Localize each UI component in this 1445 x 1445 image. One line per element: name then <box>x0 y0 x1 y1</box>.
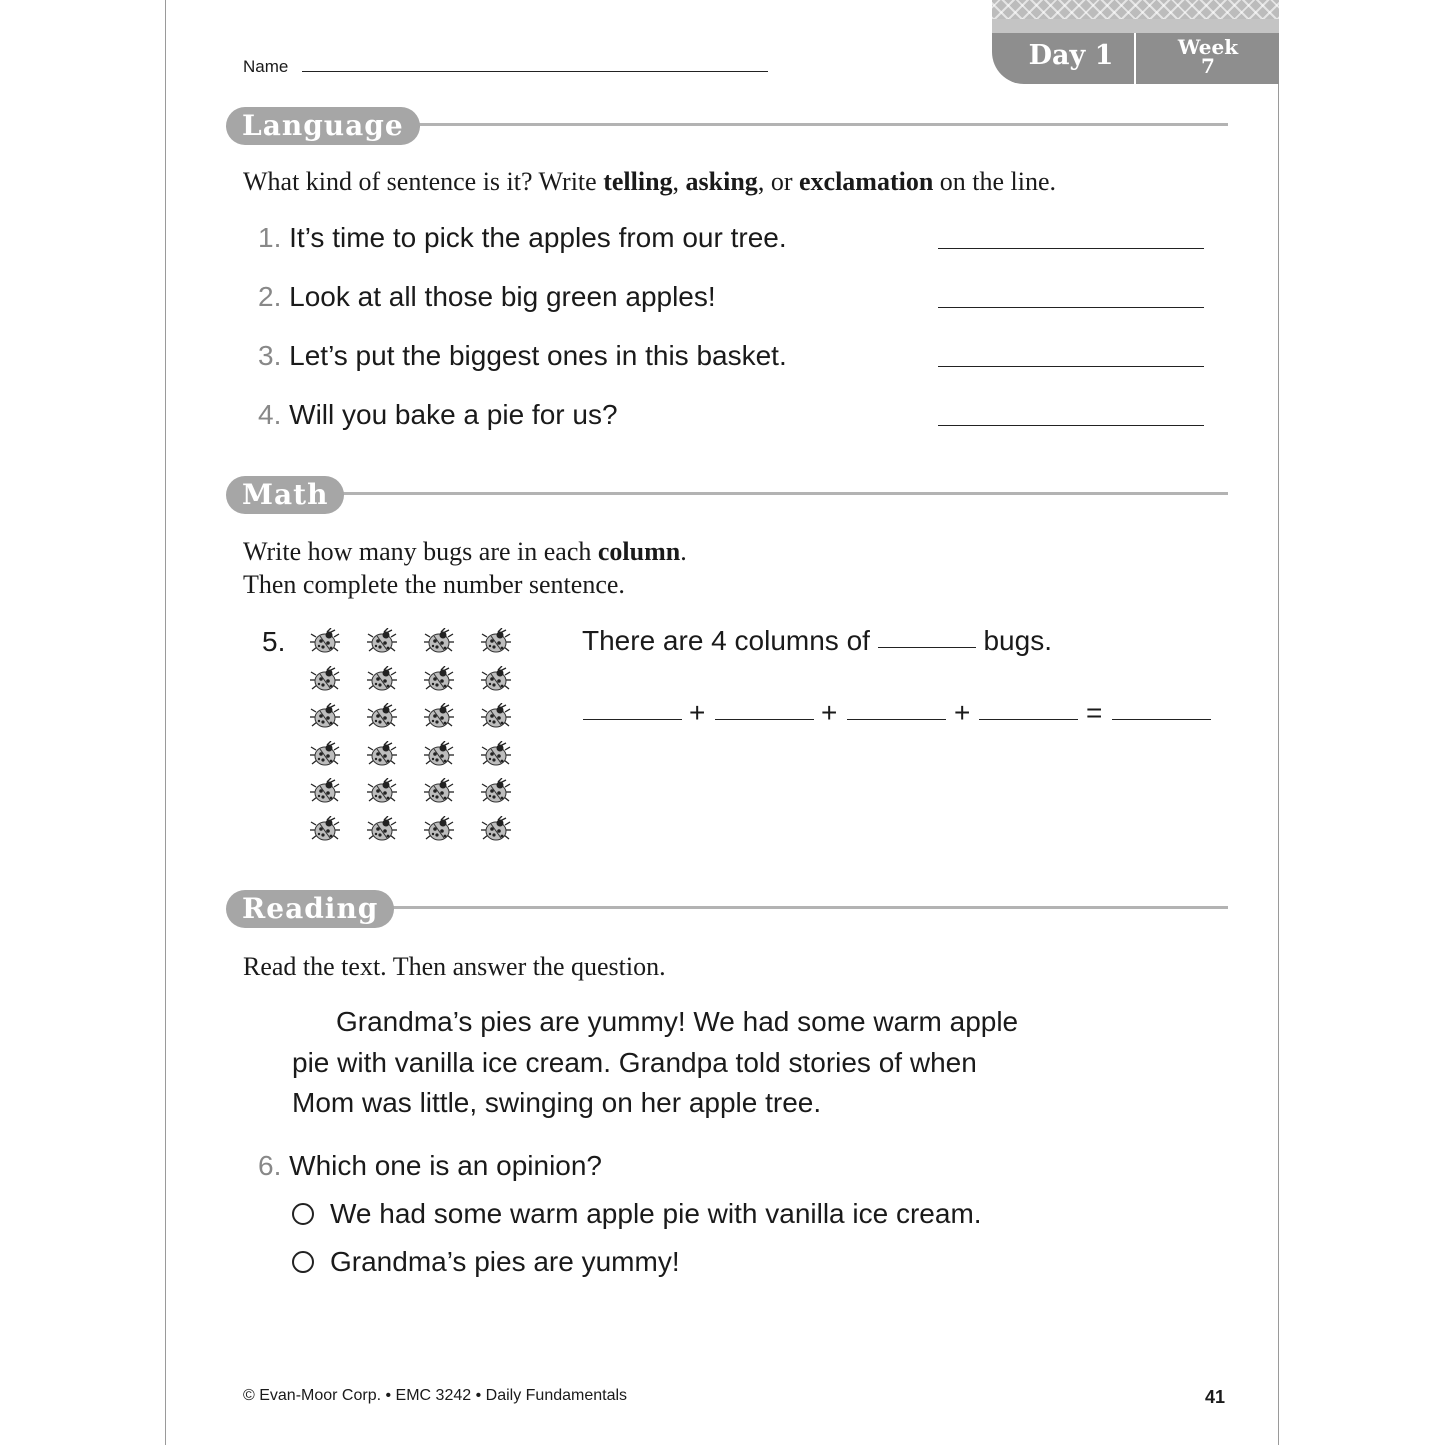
instr-bold-exclamation: exclamation <box>798 167 934 196</box>
addend-blank-3[interactable] <box>847 719 946 720</box>
columns-sentence <box>582 625 1052 657</box>
math-instruction <box>243 535 687 601</box>
answer-line-1[interactable] <box>938 248 1204 249</box>
instr-text: . <box>680 537 687 566</box>
question-number: 4. <box>258 399 282 430</box>
passage-line-2: pie with vanilla ice cream. Grandpa told stories of when <box>292 1046 977 1078</box>
language-heading: Language <box>226 107 420 145</box>
math-rule <box>330 492 1228 495</box>
question-text: Let’s put the biggest ones in this basket. <box>289 340 787 371</box>
plus-sign-3: + <box>954 697 971 728</box>
ladybug-icon <box>367 778 397 804</box>
ladybug-icon <box>310 666 340 692</box>
ladybug-icon <box>310 741 340 767</box>
instr-bold-telling: telling <box>603 167 673 196</box>
answer-line-3[interactable] <box>938 366 1204 367</box>
ladybug-icon <box>310 778 340 804</box>
plus-sign-1: + <box>689 697 706 728</box>
ladybug-icon <box>310 703 340 729</box>
ladybug-icon <box>424 741 454 767</box>
option-b-text: Grandma’s pies are yummy! <box>330 1246 680 1277</box>
question-2 <box>258 281 716 313</box>
passage-line-1: Grandma’s pies are yummy! We had some warm apple <box>336 1006 1019 1037</box>
page-edge-right <box>1278 0 1279 1445</box>
question-number: 2. <box>258 281 282 312</box>
question-number: 1. <box>258 222 282 253</box>
ladybug-icon <box>367 741 397 767</box>
radio-circle-icon[interactable] <box>292 1251 314 1273</box>
name-field[interactable] <box>302 71 768 72</box>
reading-heading: Reading <box>226 890 394 928</box>
question-6 <box>258 1150 602 1182</box>
ladybug-icon <box>424 666 454 692</box>
week-label <box>1138 35 1278 78</box>
week-word: Week <box>1177 35 1239 59</box>
question-number: 6. <box>258 1150 282 1181</box>
day-week-tab <box>992 0 1279 84</box>
tab-divider <box>1134 33 1136 84</box>
ladybug-icon <box>481 741 511 767</box>
tab-pattern <box>992 0 1279 33</box>
question-text: It’s time to pick the apples from our tree. <box>289 222 787 253</box>
question-text: Which one is an opinion? <box>289 1150 603 1181</box>
day-label: Day 1 <box>1028 40 1114 71</box>
ladybug-icon <box>481 703 511 729</box>
language-instruction <box>243 165 1056 198</box>
radio-circle-icon[interactable] <box>292 1203 314 1225</box>
bug-grid <box>310 628 520 848</box>
language-rule <box>400 123 1228 126</box>
instr-bold-asking: asking <box>685 167 758 196</box>
answer-line-4[interactable] <box>938 425 1204 426</box>
name-label: Name <box>243 57 289 76</box>
passage-line-3: Mom was little, swinging on her apple tree. <box>292 1087 822 1118</box>
sentence-before: There are 4 columns of <box>582 625 870 656</box>
reading-rule <box>380 906 1228 909</box>
equals-sign: = <box>1086 697 1103 728</box>
question-number: 3. <box>258 340 282 371</box>
week-number: 7 <box>1201 54 1215 78</box>
page-edge-left <box>165 0 166 1445</box>
instr-text: Write how many bugs are in each <box>243 537 598 566</box>
ladybug-icon <box>424 703 454 729</box>
footer-copyright: © Evan-Moor Corp. • EMC 3242 • Daily Fundamentals <box>243 1387 628 1404</box>
ladybug-icon <box>424 628 454 654</box>
addend-blank-4[interactable] <box>979 719 1078 720</box>
sum-blank[interactable] <box>1112 719 1211 720</box>
ladybug-icon <box>424 778 454 804</box>
math-heading: Math <box>226 476 344 514</box>
question-3 <box>258 340 787 372</box>
ladybug-icon <box>367 666 397 692</box>
instr-text: on the line. <box>933 167 1057 196</box>
question-text: Look at all those big green apples! <box>289 281 716 312</box>
ladybug-icon <box>424 816 454 842</box>
instr-text: , <box>672 167 686 196</box>
ladybug-icon <box>367 628 397 654</box>
instr-text: What kind of sentence is it? Write <box>243 167 604 196</box>
answer-line-2[interactable] <box>938 307 1204 308</box>
math-instruction-line-1 <box>243 535 687 568</box>
question-4 <box>258 399 618 431</box>
math-instruction-line-2: Then complete the number sentence. <box>243 570 625 599</box>
option-a[interactable] <box>292 1198 982 1230</box>
option-a-text: We had some warm apple pie with vanilla ice cream. <box>330 1198 982 1229</box>
reading-passage <box>292 1002 1018 1124</box>
ladybug-icon <box>310 628 340 654</box>
instr-text: , or <box>757 167 799 196</box>
option-b[interactable] <box>292 1246 680 1278</box>
problem-5-number: 5. <box>262 626 286 657</box>
ladybug-icon <box>367 816 397 842</box>
ladybug-icon <box>310 816 340 842</box>
ladybug-icon <box>367 703 397 729</box>
plus-sign-2: + <box>821 697 838 728</box>
question-1 <box>258 222 787 254</box>
reading-instruction: Read the text. Then answer the question. <box>243 952 666 981</box>
ladybug-icon <box>481 666 511 692</box>
page-number: 41 <box>1205 1387 1226 1407</box>
bugs-per-column-blank[interactable] <box>878 647 976 648</box>
question-text: Will you bake a pie for us? <box>289 399 618 430</box>
sentence-after: bugs. <box>983 625 1052 656</box>
addend-blank-2[interactable] <box>715 719 814 720</box>
instr-bold-column: column <box>597 537 681 566</box>
ladybug-icon <box>481 778 511 804</box>
addend-blank-1[interactable] <box>583 719 682 720</box>
ladybug-icon <box>481 816 511 842</box>
ladybug-icon <box>481 628 511 654</box>
